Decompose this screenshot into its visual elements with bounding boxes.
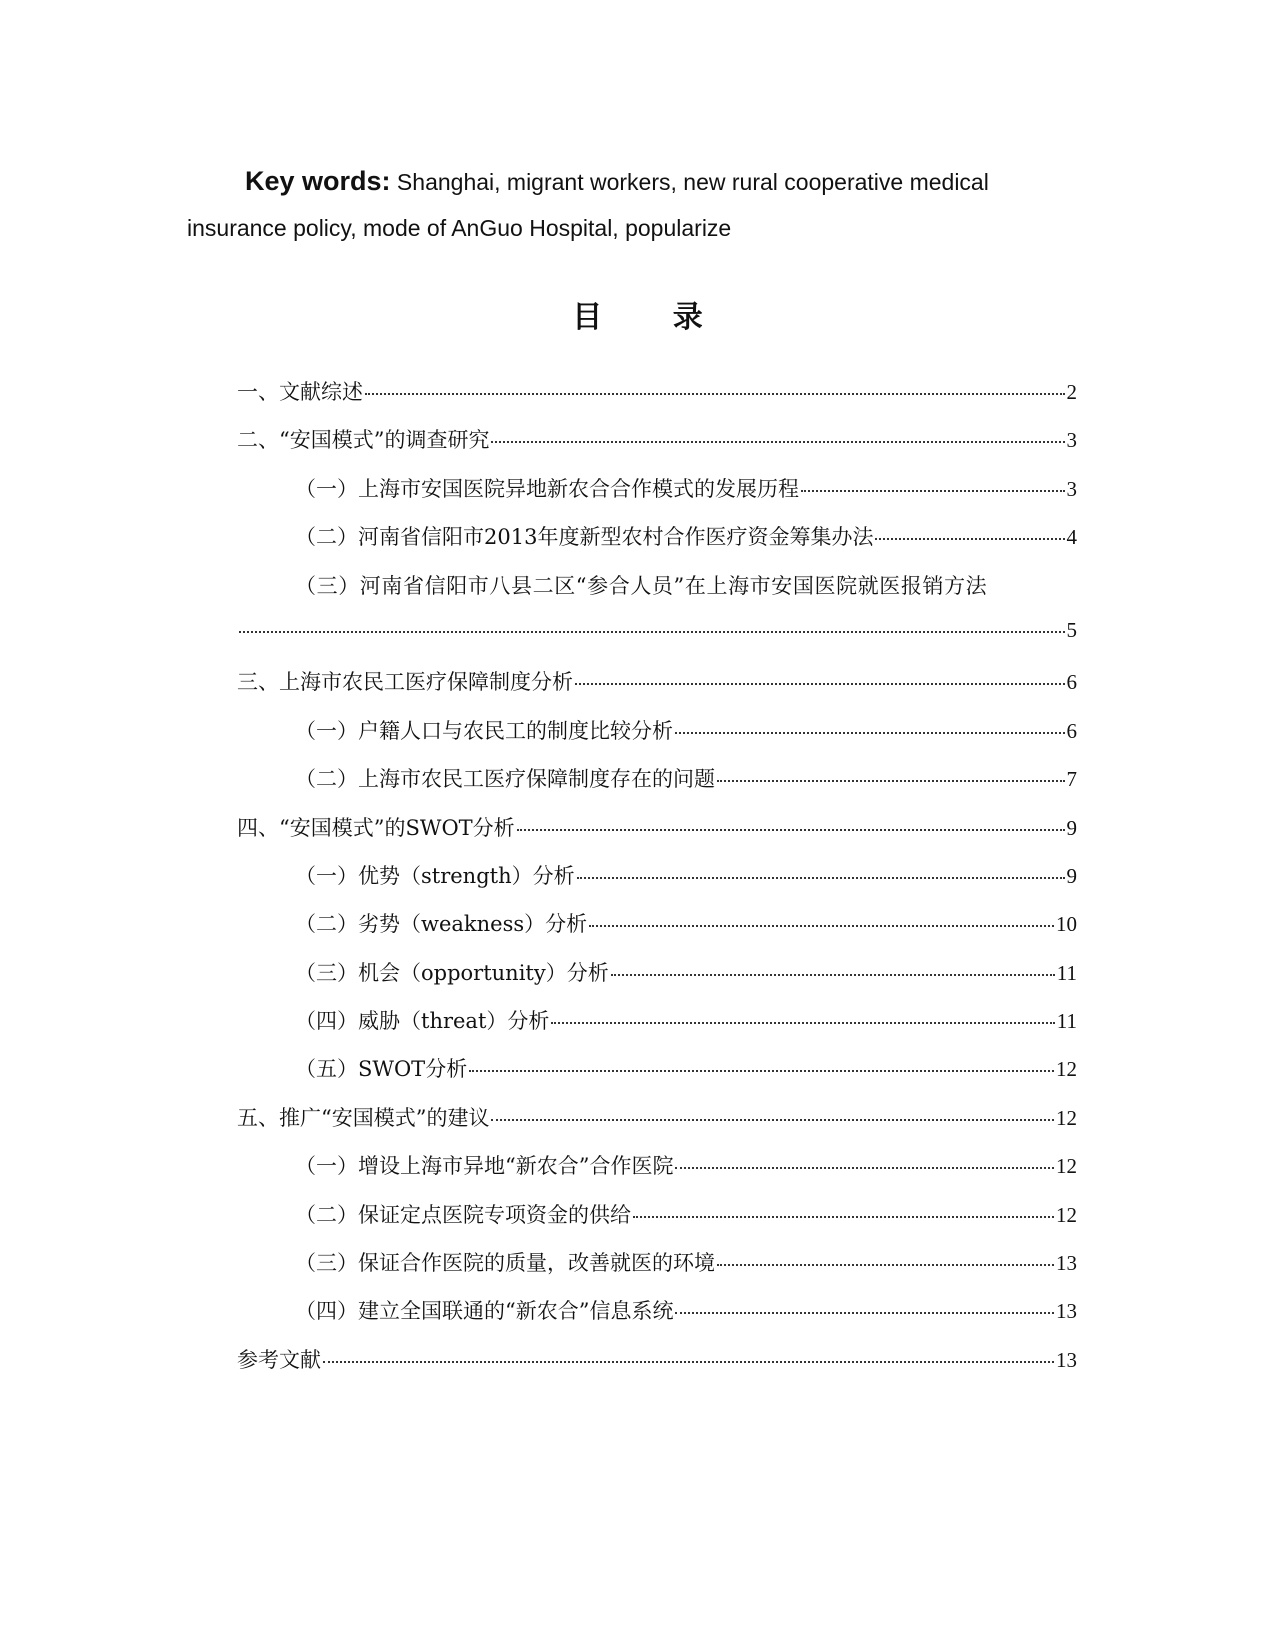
toc-entry[interactable] [237,1102,1077,1150]
toc-entry[interactable] [237,1199,1077,1247]
toc-leader-dots [575,683,1065,685]
toc-leader-dots [365,393,1065,395]
toc-leader-dots [551,1022,1054,1024]
keywords-paragraph [187,158,1067,251]
toc-page-number: 9 [1066,815,1077,840]
toc-entry[interactable] [237,1295,1077,1343]
toc-page-number: 13 [1056,1251,1077,1276]
toc-entry[interactable] [237,763,1077,811]
toc-page-number: 12 [1056,1105,1077,1130]
toc-entry-label: （二）劣势（weakness）分析 [295,912,588,937]
toc-leader-dots [239,631,1065,633]
toc-page-number: 11 [1056,960,1077,985]
toc-leader-dots [323,1361,1054,1363]
toc-entry[interactable] [237,473,1077,521]
toc-entry[interactable] [237,1005,1077,1053]
toc-entry[interactable] [237,424,1077,472]
toc-page-number: 10 [1056,912,1077,937]
toc-page-number: 13 [1056,1347,1077,1372]
toc-leader-dots [517,829,1065,831]
toc-entry[interactable] [237,957,1077,1005]
toc-entry[interactable] [237,1150,1077,1198]
toc-entry[interactable] [237,812,1077,860]
toc-entry-label: （二）河南省信阳市2013年度新型农村合作医疗资金筹集办法 [295,525,874,550]
toc-page-number: 7 [1066,767,1077,792]
toc-leader-dots [717,780,1065,782]
toc-entry-label: 五、推广“安国模式”的建议 [237,1105,490,1130]
toc-entry-label: （五）SWOT分析 [295,1057,468,1082]
toc-leader-dots [491,1119,1054,1121]
toc-entry-label: 四、“安国模式”的SWOT分析 [237,815,515,840]
toc-entry-label: 一、文献综述 [237,380,363,404]
toc-page-number: 9 [1066,863,1077,888]
toc-leader-dots [491,441,1064,443]
toc-entry[interactable] [237,715,1077,763]
toc-entry[interactable] [237,1053,1077,1101]
toc-entry[interactable] [237,908,1077,956]
toc-entry[interactable] [237,376,1077,424]
toc-page-number: 2 [1066,380,1077,404]
toc-entry[interactable] [237,570,1077,667]
toc-entry-label: 三、上海市农民工医疗保障制度分析 [237,670,573,695]
toc-leader-dots [675,1312,1054,1314]
toc-leader-dots [717,1264,1054,1266]
toc-leader-dots [675,1167,1054,1169]
toc-entry-label: （一）上海市安国医院异地新农合合作模式的发展历程 [295,476,799,501]
toc-page-number: 6 [1066,718,1077,743]
table-of-contents [237,376,1077,1392]
toc-leader-dots [875,538,1064,540]
toc-page-number: 4 [1066,525,1077,550]
toc-page-number: 12 [1056,1154,1077,1179]
keywords-label: Key words: [245,166,391,196]
toc-entry-label: 二、“安国模式”的调查研究 [237,428,490,453]
toc-entry-label: （一）增设上海市异地“新农合”合作医院 [295,1154,674,1179]
toc-leader-dots [577,877,1065,879]
toc-page-number: 3 [1066,428,1077,453]
toc-entry-label: （一）优势（strength）分析 [295,863,575,888]
toc-entry-label: 参考文献 [237,1347,321,1372]
toc-entry[interactable] [237,860,1077,908]
toc-entry-label: （三）保证合作医院的质量，改善就医的环境 [295,1251,715,1276]
keywords-text: Shanghai, migrant workers, new rural cooperative medical insurance policy, mode of AnGuo Hospital, popularize [187,169,989,241]
toc-entry-label: （二）保证定点医院专项资金的供给 [295,1202,631,1227]
toc-page-number: 12 [1056,1202,1077,1227]
toc-entry-label: （四）建立全国联通的“新农合”信息系统 [295,1299,674,1324]
toc-leader-dots [633,1216,1054,1218]
toc-title: 目 录 [572,300,733,335]
toc-entry-label: （四）威胁（threat）分析 [295,1009,550,1034]
toc-entry-line [237,618,1077,666]
toc-entry[interactable] [237,1344,1077,1392]
toc-page-number: 3 [1066,476,1077,501]
toc-entry-line [237,570,1077,618]
toc-entry[interactable] [237,1247,1077,1295]
toc-entry-label: （二）上海市农民工医疗保障制度存在的问题 [295,767,715,792]
toc-leader-dots [611,974,1055,976]
toc-page-number: 11 [1056,1009,1077,1034]
toc-leader-dots [801,490,1065,492]
toc-page-number: 5 [1066,617,1077,642]
toc-entry[interactable] [237,521,1077,569]
toc-entry[interactable] [237,666,1077,714]
toc-page-number: 12 [1056,1057,1077,1082]
toc-page-number: 13 [1056,1299,1077,1324]
toc-entry-label: （三）河南省信阳市八县二区“参合人员”在上海市安国医院就医报销方法 [295,573,988,598]
toc-entry-label: （一）户籍人口与农民工的制度比较分析 [295,718,673,743]
toc-entry-label: （三）机会（opportunity）分析 [295,960,609,985]
toc-leader-dots [675,732,1065,734]
toc-leader-dots [589,925,1054,927]
toc-leader-dots [469,1070,1054,1072]
toc-page-number: 6 [1066,670,1077,695]
